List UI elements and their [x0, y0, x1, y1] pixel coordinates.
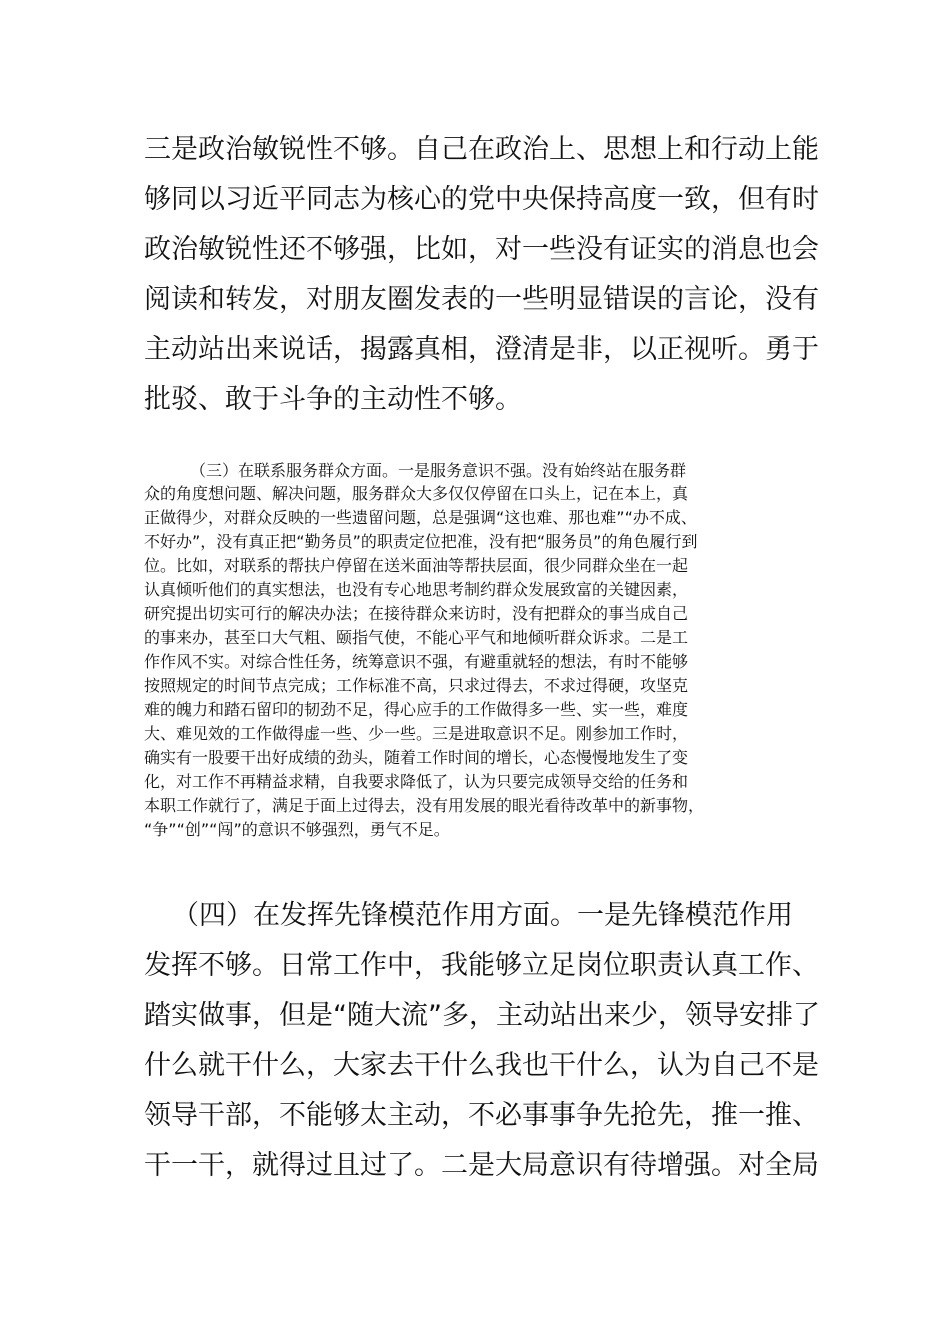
text-line: 位。比如，对联系的帮扶户停留在送米面油等帮扶层面，很少同群众坐在一起 [144, 556, 689, 575]
text-line: “争”“创”“闯”的意识不够强烈，勇气不足。 [144, 820, 450, 839]
text-line: 阅读和转发，对朋友圈发表的一些明显错误的言论，没有 [144, 284, 819, 315]
text-line: 作作风不实。对综合性任务，统筹意识不强，有避重就轻的想法，有时不能够 [144, 652, 689, 671]
text-line: 众的角度想问题、解决问题，服务群众大多仅仅停留在口头上，记在本上，真 [144, 484, 689, 503]
text-line: （四）在发挥先锋模范作用方面。一是先锋模范作用 [172, 900, 793, 931]
text-line: 确实有一股要干出好成绩的劲头，随着工作时间的增长，心态慢慢地发生了变 [144, 748, 689, 767]
text-line: 研究提出切实可行的解决办法；在接待群众来访时，没有把群众的事当成自己 [144, 604, 689, 623]
text-line: 领导干部，不能够太主动，不必事事争先抢先，推一推、 [144, 1100, 819, 1131]
text-line: 按照规定的时间节点完成；工作标准不高，只求过得去，不求过得硬，攻坚克 [144, 676, 689, 695]
text-line: 发挥不够。日常工作中，我能够立足岗位职责认真工作、 [144, 950, 819, 981]
text-line: 的事来办，甚至口大气粗、颐指气使，不能心平气和地倾听群众诉求。二是工 [144, 628, 689, 647]
text-line: 大、难见效的工作做得虚一些、少一些。三是进取意识不足。刚参加工作时， [144, 724, 689, 743]
text-line: 本职工作就行了，满足于面上过得去，没有用发展的眼光看待改革中的新事物， [144, 796, 705, 815]
text-line: 批驳、敢于斗争的主动性不够。 [144, 384, 522, 415]
text-line: 化，对工作不再精益求精，自我要求降低了，认为只要完成领导交给的任务和 [144, 772, 689, 791]
text-line: 什么就干什么，大家去干什么我也干什么，认为自己不是 [144, 1050, 819, 1081]
text-line: 够同以习近平同志为核心的党中央保持高度一致，但有时 [144, 184, 819, 215]
text-line: 踏实做事，但是“随大流”多，主动站出来少，领导安排了 [144, 1000, 820, 1031]
text-line: 主动站出来说话，揭露真相，澄清是非，以正视听。勇于 [144, 334, 819, 365]
text-line: 政治敏锐性还不够强，比如，对一些没有证实的消息也会 [144, 234, 819, 265]
text-line: 干一干，就得过且过了。二是大局意识有待增强。对全局 [144, 1150, 819, 1181]
text-line: 难的魄力和踏石留印的韧劲不足，得心应手的工作做得多一些、实一些，难度 [144, 700, 689, 719]
text-line: 三是政治敏锐性不够。自己在政治上、思想上和行动上能 [144, 134, 819, 165]
text-line: （三）在联系服务群众方面。一是服务意识不强。没有始终站在服务群 [190, 461, 687, 480]
text-line: 不好办”，没有真正把“勤务员”的职责定位把准，没有把“服务员”的角色履行到 [144, 532, 698, 551]
text-line: 认真倾听他们的真实想法，也没有专心地思考制约群众发展致富的关键因素， [144, 580, 689, 599]
text-line: 正做得少，对群众反映的一些遗留问题，总是强调“这也难、那也难”“办不成、 [144, 508, 697, 527]
